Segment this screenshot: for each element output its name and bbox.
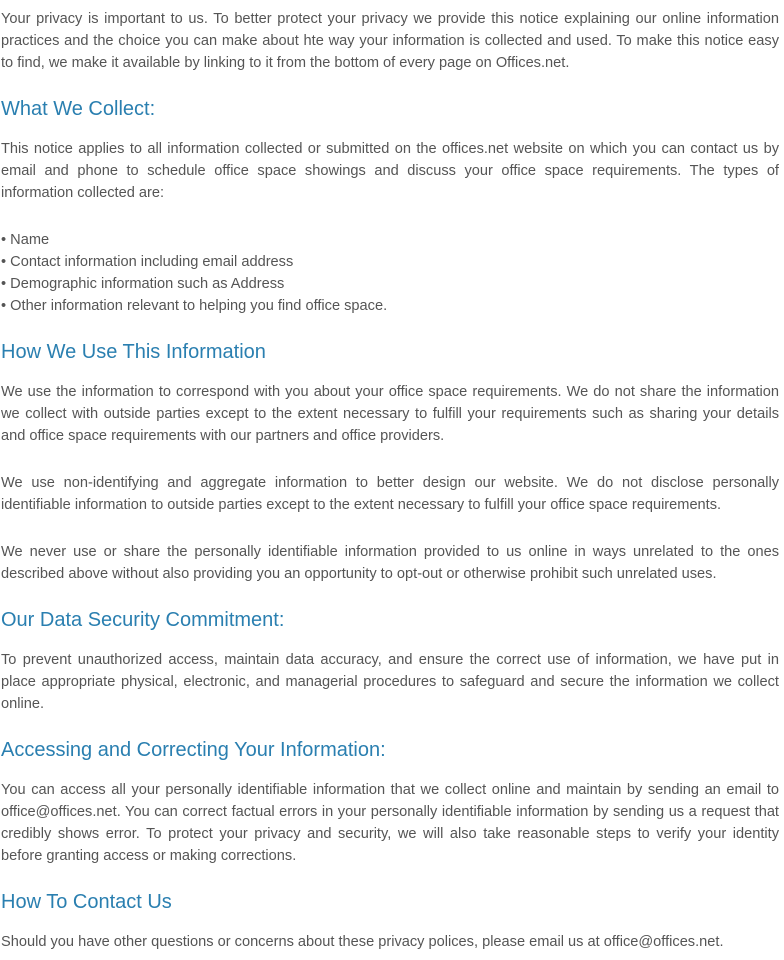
how-we-use-paragraph-3: We never use or share the personally identifiable information provided to us online in ways unrelated to the ones described above without also providing you an opportunity to opt-out or otherwise prohibit such unrelated uses. — [1, 544, 779, 582]
list-item: • Other information relevant to helping you find office space. — [1, 298, 388, 314]
section-heading-data-security: Our Data Security Commitment: — [1, 609, 285, 631]
list-item: • Name — [1, 232, 50, 248]
collected-info-list — [1, 229, 779, 317]
how-we-use-paragraph-1: We use the information to correspond with you about your office space requirements. We do not share the information we collect with outside parties except to the extent necessary to fulfill your requirements such as sharing your details and office space requirements with our partners and office providers. — [1, 384, 779, 444]
intro-paragraph: Your privacy is important to us. To better protect your privacy we provide this notice explaining our online information practices and the choice you can make about hte way your information is collected and used. To make this notice easy to find, we make it available by linking to it from the bottom of every page on Offices.net. — [1, 11, 779, 71]
section-heading-what-we-collect: What We Collect: — [1, 98, 156, 120]
list-item: • Contact information including email address — [1, 254, 294, 270]
data-security-paragraph: To prevent unauthorized access, maintain data accuracy, and ensure the correct use of information, we have put in place appropriate physical, electronic, and managerial procedures to safeguard and secure the information we collect online. — [1, 652, 779, 712]
list-item: • Demographic information such as Address — [1, 276, 285, 292]
section-heading-how-we-use: How We Use This Information — [1, 341, 266, 363]
what-we-collect-paragraph: This notice applies to all information collected or submitted on the offices.net website on which you can contact us by email and phone to schedule office space showings and discuss your office space requirements. The types of information collected are: — [1, 141, 779, 201]
contact-paragraph: Should you have other questions or concerns about these privacy polices, please email us at office@offices.net. — [1, 934, 724, 950]
how-we-use-paragraph-2: We use non-identifying and aggregate information to better design our website. We do not disclose personally identifiable information to outside parties except to the extent necessary to fulfill your office space requirements. — [1, 475, 779, 513]
section-heading-contact: How To Contact Us — [1, 891, 172, 913]
section-heading-accessing-correcting: Accessing and Correcting Your Information: — [1, 739, 386, 761]
accessing-correcting-paragraph: You can access all your personally identifiable information that we collect online and maintain by sending an email to office@offices.net. You can correct factual errors in your personally identifiable information by sending us a request that credibly shows error. To protect your privacy and security, we will also take reasonable steps to verify your identity before granting access or making corrections. — [1, 782, 779, 864]
